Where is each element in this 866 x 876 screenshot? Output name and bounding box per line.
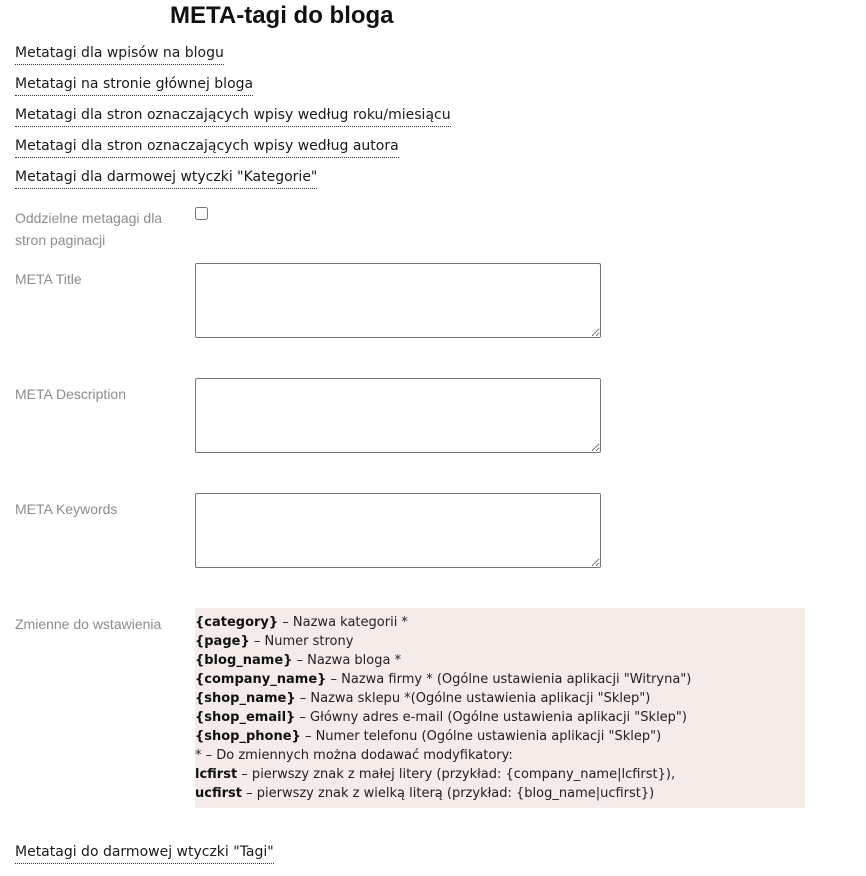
variable-line xyxy=(195,708,805,727)
modifier-desc: – pierwszy znak z wielką literą (przykład: {blog_name|ucfirst}) xyxy=(241,786,655,801)
variable-desc: – Nazwa sklepu *(Ogólne ustawienia aplikacji "Sklep") xyxy=(295,691,651,706)
modifier-line xyxy=(195,784,805,803)
variable-key: {page} xyxy=(195,634,250,649)
variable-desc: – Nazwa kategorii * xyxy=(278,615,408,630)
variable-desc: – Numer telefonu (Ogólne ustawienia aplikacji "Sklep") xyxy=(300,729,662,744)
variable-line xyxy=(195,727,805,746)
variable-key: {blog_name} xyxy=(195,653,293,668)
variable-desc: – Nazwa firmy * (Ogólne ustawienia aplikacji "Witryna") xyxy=(326,672,692,687)
variable-desc: * – Do zmiennych można dodawać modyfikatory: xyxy=(195,748,513,763)
variable-desc: – Główny adres e-mail (Ogólne ustawienia aplikacji "Sklep") xyxy=(295,710,687,725)
page-title: META-tagi do bloga xyxy=(170,2,394,29)
pagination-label: Oddzielne metagagi dla stron paginacji xyxy=(15,210,163,248)
meta-title-textarea[interactable] xyxy=(195,263,601,338)
variable-key: {category} xyxy=(195,615,279,630)
variable-line xyxy=(195,632,805,651)
variable-desc: – Nazwa bloga * xyxy=(292,653,402,668)
meta-title-label: META Title xyxy=(15,271,82,287)
variable-line xyxy=(195,670,805,689)
meta-keywords-label: META Keywords xyxy=(15,501,118,517)
variable-key: {shop_name} xyxy=(195,691,296,706)
section-link-blog-posts[interactable]: Metatagi dla wpisów na blogu xyxy=(15,45,224,65)
section-link-author[interactable]: Metatagi dla stron oznaczających wpisy według autora xyxy=(15,138,399,158)
section-link-tags-plugin[interactable]: Metatagi do darmowej wtyczki "Tagi" xyxy=(15,844,274,864)
variable-key: {company_name} xyxy=(195,672,327,687)
modifier-line xyxy=(195,765,805,784)
variables-label: Zmienne do wstawienia xyxy=(15,616,162,632)
variable-line xyxy=(195,613,805,632)
variable-line xyxy=(195,651,805,670)
variable-desc: – Numer strony xyxy=(249,634,354,649)
modifier-key: ucfirst xyxy=(195,786,242,801)
variable-key: {shop_phone} xyxy=(195,729,301,744)
modifiers-note xyxy=(195,746,805,765)
section-link-categories-plugin[interactable]: Metatagi dla darmowej wtyczki "Kategorie" xyxy=(15,169,317,189)
variable-key: {shop_email} xyxy=(195,710,296,725)
variables-panel xyxy=(195,608,805,808)
modifier-key: lcfirst xyxy=(195,767,238,782)
meta-description-label: META Description xyxy=(15,386,126,402)
section-link-blog-home[interactable]: Metatagi na stronie głównej bloga xyxy=(15,76,253,96)
meta-keywords-textarea[interactable] xyxy=(195,493,601,568)
meta-description-textarea[interactable] xyxy=(195,378,601,453)
pagination-checkbox[interactable] xyxy=(195,207,208,220)
modifier-desc: – pierwszy znak z małej litery (przykład: {company_name|lcfirst}), xyxy=(237,767,676,782)
variable-line xyxy=(195,689,805,708)
section-link-year-month[interactable]: Metatagi dla stron oznaczających wpisy według roku/miesiącu xyxy=(15,107,451,127)
